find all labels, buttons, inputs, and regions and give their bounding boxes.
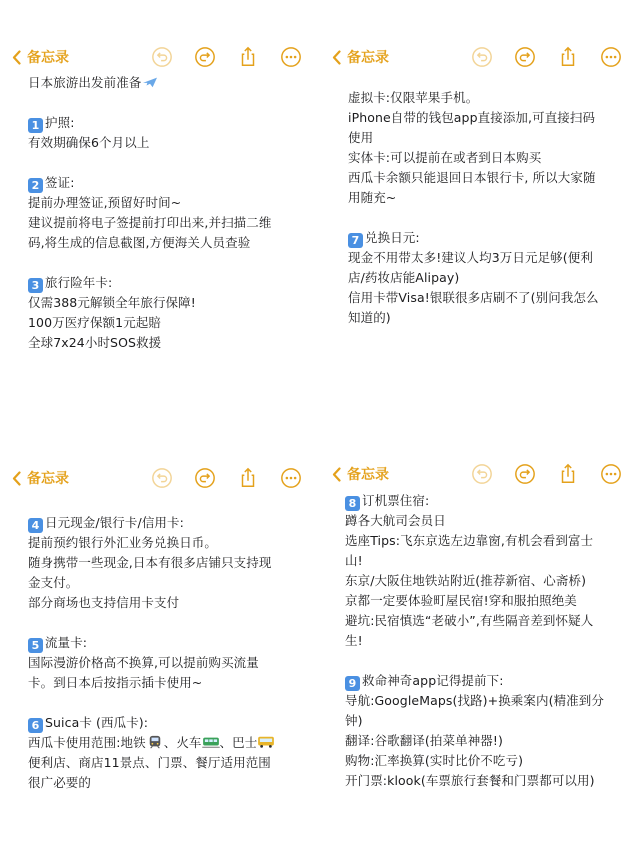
note-text: 翻译:谷歌翻译(拍菜单神器!) bbox=[345, 733, 503, 748]
note-body[interactable] bbox=[348, 88, 610, 328]
undo-icon bbox=[151, 467, 173, 489]
redo-button[interactable] bbox=[512, 44, 538, 70]
section-heading bbox=[28, 513, 290, 533]
share-button[interactable] bbox=[235, 44, 261, 70]
share-icon bbox=[557, 463, 579, 485]
redo-icon bbox=[514, 46, 536, 68]
redo-button[interactable] bbox=[192, 465, 218, 491]
more-icon bbox=[280, 467, 302, 489]
note-line bbox=[345, 751, 607, 771]
share-button[interactable] bbox=[555, 44, 581, 70]
note-text: 店/药妆店能Alipay) bbox=[348, 270, 460, 285]
section-heading bbox=[28, 273, 290, 293]
note-line bbox=[348, 308, 610, 328]
note-text: Suica卡 (西瓜卡): bbox=[45, 715, 149, 730]
note-text: 100万医疗保额1元起賠 bbox=[28, 315, 162, 330]
back-button[interactable] bbox=[12, 468, 69, 488]
note-line bbox=[348, 248, 610, 268]
section-heading bbox=[345, 491, 607, 511]
blank-line bbox=[28, 93, 290, 113]
note-line bbox=[345, 571, 607, 591]
note-text: 避坑:民宿慎选“老破小”,有些隔音差到怀疑人 bbox=[345, 613, 594, 628]
more-icon bbox=[600, 46, 622, 68]
note-text: 兑换日元: bbox=[365, 230, 420, 245]
undo-icon bbox=[471, 46, 493, 68]
undo-button[interactable] bbox=[469, 44, 495, 70]
note-text: iPhone自带的钱包app直接添加,可直接扫码 bbox=[348, 110, 596, 125]
note-panel-4 bbox=[320, 427, 640, 853]
note-text: 西瓜卡使用范围:地铁 bbox=[28, 735, 146, 750]
undo-icon bbox=[151, 46, 173, 68]
note-line bbox=[348, 128, 610, 148]
note-text: 救命神奇app记得提前下: bbox=[362, 673, 504, 688]
note-line bbox=[28, 773, 290, 793]
back-button[interactable] bbox=[332, 47, 389, 67]
blank-line bbox=[28, 253, 290, 273]
undo-button[interactable] bbox=[469, 461, 495, 487]
notes-toolbar bbox=[0, 459, 320, 499]
note-text: 使用 bbox=[348, 130, 374, 145]
note-text: 签证: bbox=[45, 175, 75, 190]
note-text: 很广必要的 bbox=[28, 775, 92, 790]
note-text: 购物:汇率换算(实时比价不吃亏) bbox=[345, 753, 524, 768]
note-line bbox=[28, 653, 290, 673]
note-line bbox=[348, 268, 610, 288]
note-text: 建议提前将电子签提前打印出来,并扫描二维 bbox=[28, 215, 272, 230]
undo-icon bbox=[471, 463, 493, 485]
note-text: 日本旅游出发前准备 bbox=[28, 75, 142, 90]
keycap-number-icon: 4 bbox=[28, 518, 43, 533]
notes-toolbar bbox=[320, 38, 640, 78]
note-text: 钟) bbox=[345, 713, 363, 728]
back-label: 备忘录 bbox=[347, 467, 389, 483]
note-line bbox=[28, 233, 290, 253]
blank-line bbox=[348, 208, 610, 228]
section-heading bbox=[28, 113, 290, 133]
note-text: 金支付。 bbox=[28, 575, 79, 590]
note-text: 提前办理签证,预留好时间~ bbox=[28, 195, 182, 210]
note-line bbox=[348, 148, 610, 168]
note-text: 实体卡:可以提前在或者到日本购买 bbox=[348, 150, 542, 165]
chevron-left-icon bbox=[332, 50, 341, 65]
note-text: 旅行险年卡: bbox=[45, 275, 113, 290]
undo-button[interactable] bbox=[149, 465, 175, 491]
back-button[interactable] bbox=[12, 47, 69, 67]
redo-icon bbox=[194, 46, 216, 68]
keycap-number-icon: 9 bbox=[345, 676, 360, 691]
note-text: 导航:GoogleMaps(找路)+换乘案内(精准到分 bbox=[345, 693, 604, 708]
metro-icon bbox=[146, 735, 164, 750]
note-line bbox=[28, 553, 290, 573]
note-body[interactable] bbox=[28, 73, 290, 353]
note-line bbox=[348, 108, 610, 128]
redo-icon bbox=[514, 463, 536, 485]
note-line bbox=[348, 168, 610, 188]
note-line bbox=[345, 511, 607, 531]
note-text: 京都一定要体验町屋民宿!穿和服拍照绝美 bbox=[345, 593, 577, 608]
section-heading bbox=[348, 228, 610, 248]
back-label: 备忘录 bbox=[347, 50, 389, 66]
note-text: 流量卡: bbox=[45, 635, 88, 650]
note-text: 护照: bbox=[45, 115, 75, 130]
note-line bbox=[348, 188, 610, 208]
blank-line bbox=[28, 153, 290, 173]
note-text: 有效期确保6个月以上 bbox=[28, 135, 150, 150]
note-line bbox=[28, 673, 290, 693]
note-line bbox=[28, 593, 290, 613]
share-icon bbox=[557, 46, 579, 68]
more-button[interactable] bbox=[278, 44, 304, 70]
note-text: 订机票住宿: bbox=[362, 493, 430, 508]
more-button[interactable] bbox=[598, 461, 624, 487]
keycap-number-icon: 7 bbox=[348, 233, 363, 248]
section-heading bbox=[28, 633, 290, 653]
more-button[interactable] bbox=[598, 44, 624, 70]
notes-toolbar bbox=[0, 38, 320, 78]
note-line bbox=[348, 288, 610, 308]
note-line bbox=[28, 753, 290, 773]
note-line bbox=[28, 133, 290, 153]
keycap-number-icon: 1 bbox=[28, 118, 43, 133]
note-line bbox=[345, 531, 607, 551]
back-button[interactable] bbox=[332, 464, 389, 484]
note-line bbox=[345, 771, 607, 791]
note-line bbox=[28, 73, 290, 93]
notes-toolbar bbox=[320, 455, 640, 495]
note-line bbox=[28, 213, 290, 233]
note-text: 西瓜卡余额只能退回日本银行卡, 所以大家随 bbox=[348, 170, 596, 185]
note-text: 随身携带一些现金,日本有很多店铺只支持现 bbox=[28, 555, 272, 570]
redo-button[interactable] bbox=[192, 44, 218, 70]
note-text: 、巴士 bbox=[219, 735, 258, 750]
note-text: 码,将生成的信息截图,方便海关人员查验 bbox=[28, 235, 251, 250]
note-panel-1 bbox=[0, 0, 320, 426]
undo-button[interactable] bbox=[149, 44, 175, 70]
airplane-icon bbox=[141, 75, 159, 90]
note-text: 卡。到日本后按指示插卡使用~ bbox=[28, 675, 203, 690]
note-text: 部分商场也支持信用卡支付 bbox=[28, 595, 180, 610]
note-text: 日元现金/银行卡/信用卡: bbox=[45, 515, 184, 530]
note-panel-2 bbox=[320, 0, 640, 426]
note-text: 虚拟卡:仅限苹果手机。 bbox=[348, 90, 479, 105]
note-text: 国际漫游价格高不换算,可以提前购买流量 bbox=[28, 655, 259, 670]
blank-line bbox=[28, 613, 290, 633]
blank-line bbox=[345, 651, 607, 671]
note-text: 用随充~ bbox=[348, 190, 397, 205]
more-button[interactable] bbox=[278, 465, 304, 491]
note-line bbox=[345, 611, 607, 631]
note-body[interactable] bbox=[345, 491, 607, 791]
note-line bbox=[28, 193, 290, 213]
note-text: 山! bbox=[345, 553, 363, 568]
note-line bbox=[345, 711, 607, 731]
blank-line bbox=[28, 693, 290, 713]
note-text: 提前预约银行外汇业务兑换日币。 bbox=[28, 535, 218, 550]
keycap-number-icon: 6 bbox=[28, 718, 43, 733]
note-line bbox=[345, 551, 607, 571]
note-line bbox=[28, 733, 290, 753]
note-line bbox=[345, 691, 607, 711]
keycap-number-icon: 3 bbox=[28, 278, 43, 293]
note-text: 东京/大阪住地铁站附近(推荐新宿、心斋桥) bbox=[345, 573, 587, 588]
chevron-left-icon bbox=[12, 50, 21, 65]
share-button[interactable] bbox=[555, 461, 581, 487]
note-text: 便利店、商店11景点、门票、餐厅适用范围 bbox=[28, 755, 271, 770]
note-text: 仅需388元解锁全年旅行保障! bbox=[28, 295, 196, 310]
section-heading bbox=[28, 713, 290, 733]
redo-button[interactable] bbox=[512, 461, 538, 487]
note-line bbox=[345, 731, 607, 751]
share-button[interactable] bbox=[235, 465, 261, 491]
chevron-left-icon bbox=[12, 471, 21, 486]
note-text: 选座Tips:飞东京选左边靠窗,有机会看到富士 bbox=[345, 533, 594, 548]
share-icon bbox=[237, 46, 259, 68]
keycap-number-icon: 8 bbox=[345, 496, 360, 511]
note-line bbox=[28, 533, 290, 553]
note-line bbox=[28, 313, 290, 333]
note-text: 知道的) bbox=[348, 310, 391, 325]
keycap-number-icon: 5 bbox=[28, 638, 43, 653]
section-heading bbox=[28, 173, 290, 193]
share-icon bbox=[237, 467, 259, 489]
note-text: 蹲各大航司会员日 bbox=[345, 513, 446, 528]
bus-icon bbox=[257, 735, 275, 750]
note-text: 现金不用带太多!建议人均3万日元足够(便利 bbox=[348, 250, 593, 265]
chevron-left-icon bbox=[332, 467, 341, 482]
redo-icon bbox=[194, 467, 216, 489]
note-line bbox=[345, 631, 607, 651]
note-text: 、火车 bbox=[163, 735, 202, 750]
note-line bbox=[28, 333, 290, 353]
note-text: 全球7x24小时SOS救援 bbox=[28, 335, 162, 350]
keycap-number-icon: 2 bbox=[28, 178, 43, 193]
more-icon bbox=[280, 46, 302, 68]
note-text: 信用卡带Visa!银联很多店刷不了(别问我怎么 bbox=[348, 290, 599, 305]
note-line bbox=[345, 591, 607, 611]
train-icon bbox=[202, 735, 220, 750]
back-label: 备忘录 bbox=[27, 471, 69, 487]
section-heading bbox=[345, 671, 607, 691]
note-line bbox=[28, 573, 290, 593]
note-text: 开门票:klook(车票旅行套餐和门票都可以用) bbox=[345, 773, 595, 788]
note-text: 生! bbox=[345, 633, 363, 648]
note-line bbox=[28, 293, 290, 313]
note-panel-3 bbox=[0, 427, 320, 853]
note-line bbox=[348, 88, 610, 108]
back-label: 备忘录 bbox=[27, 50, 69, 66]
more-icon bbox=[600, 463, 622, 485]
note-body[interactable] bbox=[28, 513, 290, 793]
